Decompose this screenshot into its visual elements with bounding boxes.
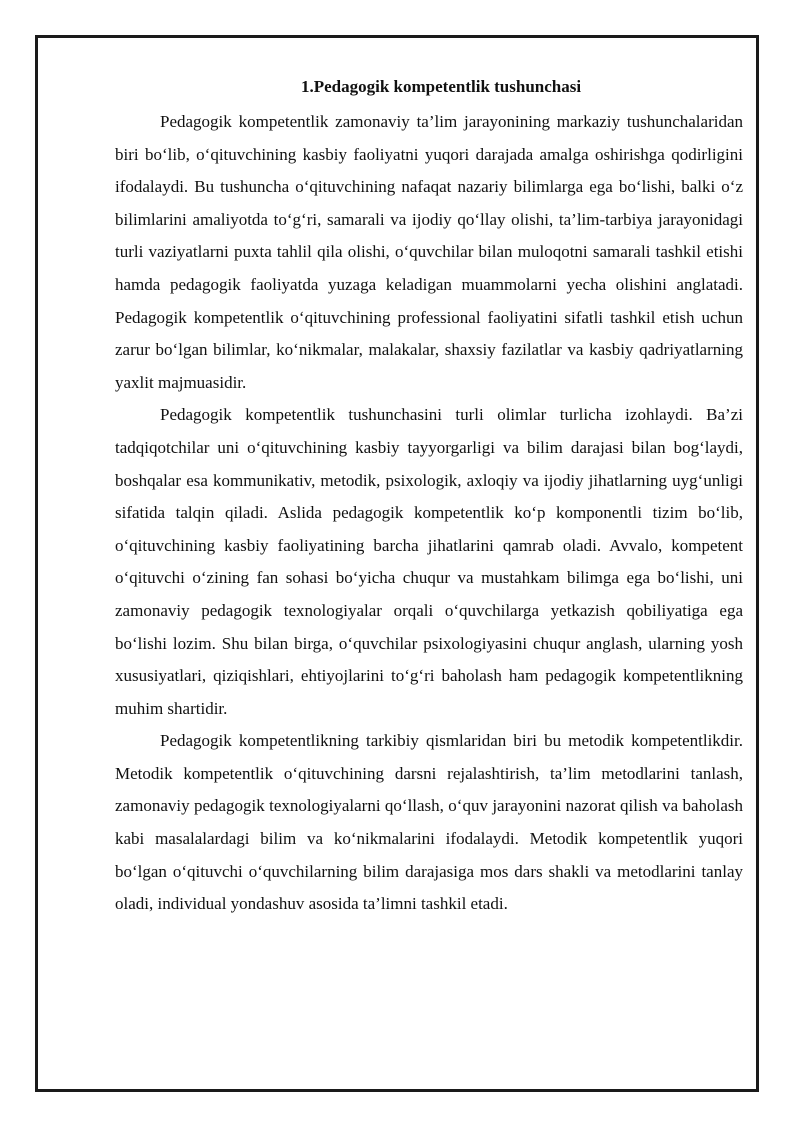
- paragraph-definition: Pedagogik kompetentlik zamonaviy ta’lim jarayonining markaziy tushunchalaridan biri boʻlib, oʻqituvchining kasbiy faoliyatni yuqori darajada amalga oshirishga qodirligini ifodalaydi. Bu tushuncha oʻqituvchining nafaqat nazariy bilimlarga ega boʻlishi, balki oʻz bilimlarini amaliyotda toʻgʻri, samarali va ijodiy qoʻllay olishi, ta’lim-tarbiya jarayonidagi turli vaziyatlarni puxta tahlil qila olishi, oʻquvchilar bilan muloqotni samarali tashkil etishi hamda pedagogik faoliyatda yuzaga keladigan muammolarni yecha olishini anglatadi. Pedagogik kompetentlik oʻqituvchining professional faoliyatini sifatli tashkil etish uchun zarur boʻlgan bilimlar, koʻnikmalar, malakalar, shaxsiy fazilatlar va kasbiy qadriyatlarning yaxlit majmuasidir.: [115, 112, 743, 392]
- paragraph-methodical: Pedagogik kompetentlikning tarkibiy qismlaridan biri bu metodik kompetentlikdir. Metodik kompetentlik oʻqituvchining darsni rejalashtirish, ta’lim metodlarini tanlash, zamonaviy pedagogik texnologiyalarni qoʻllash, oʻquv jarayonini nazorat qilish va baholash kabi masalalardagi bilim va koʻnikmalarini ifodalaydi. Metodik kompetentlik yuqori boʻlgan oʻqituvchi oʻquvchilarning bilim darajasiga mos dars shakli va metodlarini tanlay oladi, individual yondashuv asosida ta’limni tashkil etadi.: [115, 731, 743, 914]
- paragraph-interpretations: Pedagogik kompetentlik tushunchasini turli olimlar turlicha izohlaydi. Ba’zi tadqiqotchilar uni oʻqituvchining kasbiy tayyorgarligi va bilim darajasi bilan bogʻlaydi, boshqalar esa kommunikativ, metodik, psixologik, axloqiy va ijodiy jihatlarning uygʻunligi sifatida talqin qiladi. Aslida pedagogik kompetentlik koʻp komponentli tizim boʻlib, oʻqituvchining kasbiy faoliyatining barcha jihatlarini qamrab oladi. Avvalo, kompetent oʻqituvchi oʻzining fan sohasi boʻyicha chuqur va mustahkam bilimga ega boʻlishi, uni zamonaviy pedagogik texnologiyalar orqali oʻquvchilarga yetkazish qobiliyatiga ega boʻlishi lozim. Shu bilan birga, oʻquvchilar psixologiyasini chuqur anglash, ularning yosh xususiyatlari, qiziqishlari, ehtiyojlarini toʻgʻri baholash ham pedagogik kompetentlikning muhim shartidir.: [115, 405, 743, 718]
- document-body: [115, 74, 743, 921]
- section-title: 1.Pedagogik kompetentlik tushunchasi: [301, 77, 582, 96]
